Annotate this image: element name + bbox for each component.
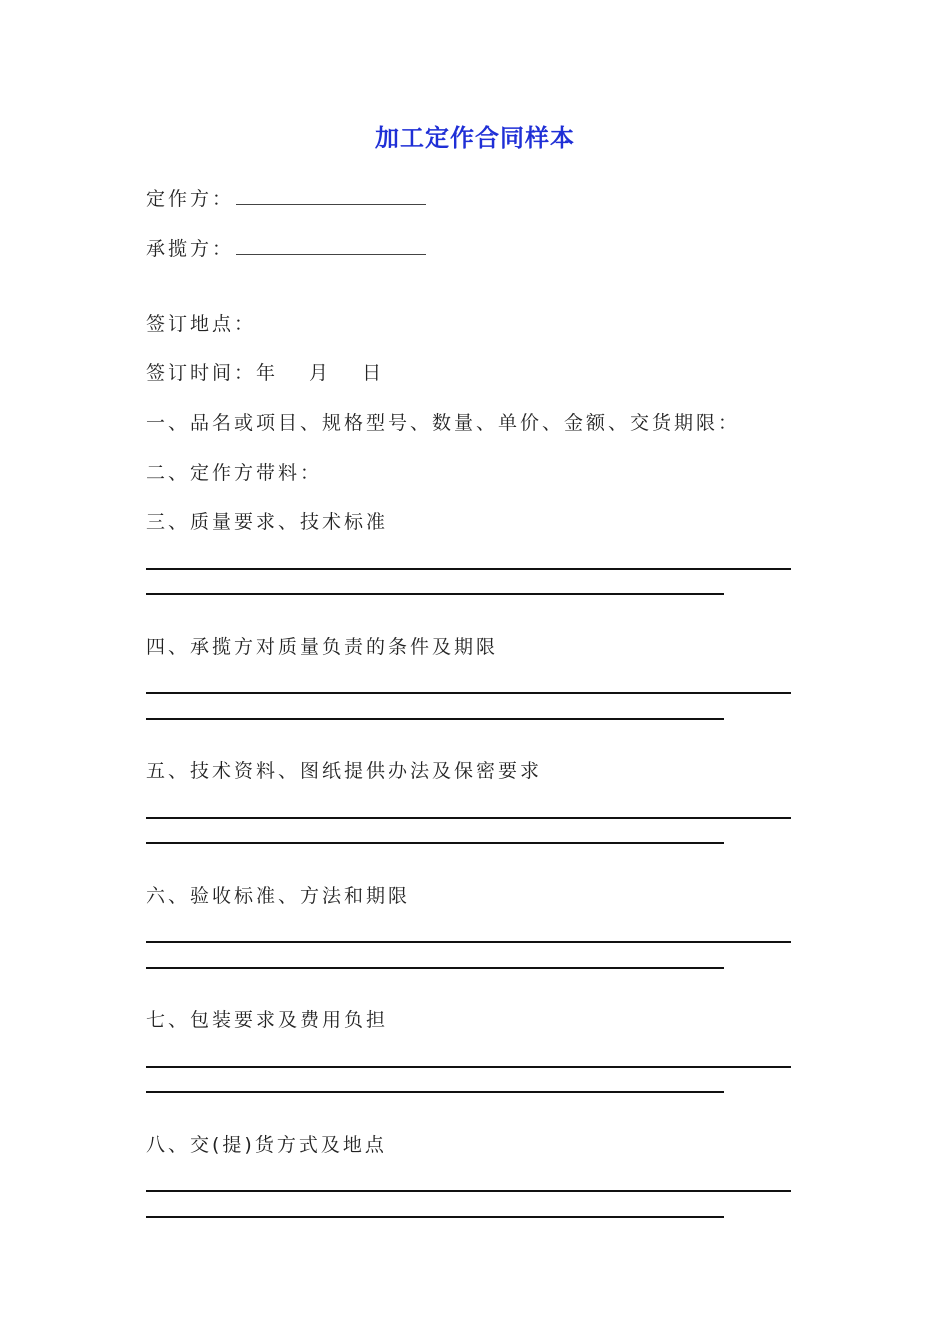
clause-6: 六、验收标准、方法和期限 — [146, 885, 411, 907]
clause-8-fill-line-1 — [146, 1190, 791, 1192]
customer-blank — [236, 184, 426, 205]
contractor-blank — [236, 234, 426, 255]
clause-5-fill-line-1 — [146, 817, 791, 819]
clause-8: 八、交(提)货方式及地点 — [146, 1134, 387, 1156]
clause-4-fill-line-2 — [146, 718, 724, 720]
clause-6-fill-line-1 — [146, 941, 791, 943]
signing-place: 签订地点： — [146, 313, 257, 335]
clause-3: 三、质量要求、技术标准 — [146, 511, 389, 533]
clause-4-fill-line-1 — [146, 692, 791, 694]
clause-5-fill-line-2 — [146, 842, 724, 844]
clause-8-fill-line-2 — [146, 1216, 724, 1218]
customer-party-line — [146, 184, 426, 214]
clause-7-fill-line-1 — [146, 1066, 791, 1068]
clause-3-fill-line-2 — [146, 593, 724, 595]
clause-7-fill-line-2 — [146, 1091, 724, 1093]
clause-2: 二、定作方带料： — [146, 462, 323, 484]
contractor-label: 承揽方： — [146, 238, 235, 260]
document-title: 加工定作合同样本 — [375, 124, 575, 152]
clause-4: 四、承揽方对质量负责的条件及期限 — [146, 636, 499, 658]
signing-time: 签订时间：年 月 日 — [146, 362, 385, 384]
contractor-party-line — [146, 234, 426, 264]
clause-6-fill-line-2 — [146, 967, 724, 969]
clause-3-fill-line-1 — [146, 568, 791, 570]
customer-label: 定作方： — [146, 188, 235, 210]
clause-1: 一、品名或项目、规格型号、数量、单价、金额、交货期限： — [146, 412, 741, 434]
clause-5: 五、技术资料、图纸提供办法及保密要求 — [146, 760, 543, 782]
clause-7: 七、包装要求及费用负担 — [146, 1009, 389, 1031]
